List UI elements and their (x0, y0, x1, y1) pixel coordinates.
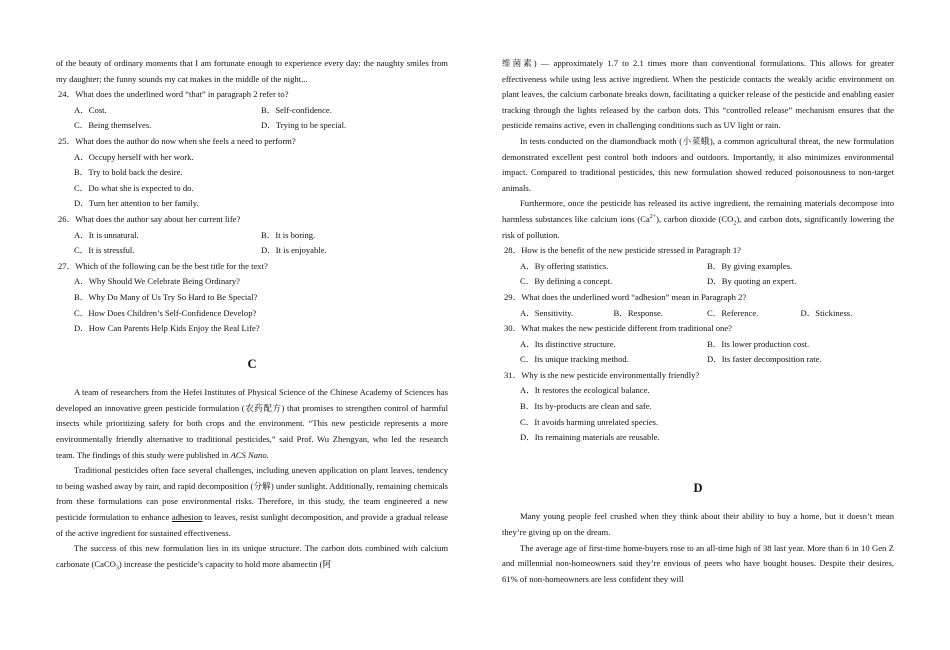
option-d[interactable]: D．Its remaining materials are reusable. (520, 432, 660, 443)
section-d-heading: D (693, 480, 703, 495)
question-stem: 26．What does the author say about her current life? (58, 213, 241, 224)
option-a[interactable]: A．Sensitivity. (520, 307, 574, 318)
option-a[interactable]: A．Why Should We Celebrate Being Ordinary? (74, 276, 240, 287)
option-b[interactable]: B．Its by-products are clean and safe. (520, 401, 652, 412)
option-b[interactable]: B．Why Do Many of Us Try So Hard to Be Special? (74, 291, 258, 302)
subscript: 3 (115, 565, 119, 572)
text: ) increase the pesticide’s capacity to hold more abamectin (阿 (118, 558, 332, 569)
options (56, 274, 448, 336)
options (502, 306, 894, 322)
question-28 (502, 243, 894, 290)
superscript: 2+ (649, 214, 657, 221)
options (502, 259, 894, 290)
question-stem: 29．What does the underlined word “adhesion” mean in Paragraph 2? (504, 291, 747, 302)
passage-d-paragraph-2: The average age of first-time home-buyers rose to an all-time high of 38 last year. More than 6 in 10 Gen Z and millennial non-homeowners said they’re envious of peers who have bought houses. Despite their desires, 61% of non-homeowners are less confident they will (502, 542, 894, 584)
option-c[interactable]: C．How Does Children’s Self-Confidence Develop? (74, 307, 257, 318)
option-d[interactable]: D．Turn her attention to her family. (74, 198, 199, 209)
question-31 (502, 368, 894, 446)
option-d[interactable]: D．How Can Parents Help Kids Enjoy the Real Life? (74, 323, 260, 334)
option-a[interactable]: A．It restores the ecological balance. (520, 385, 650, 396)
option-b[interactable]: B．Its lower production cost. (707, 338, 810, 349)
text: . (266, 449, 269, 460)
options (502, 383, 894, 445)
option-d[interactable]: D．Trying to be special. (261, 120, 347, 131)
underlined-word: adhesion (171, 512, 203, 523)
option-b[interactable]: B．Response. (613, 307, 663, 318)
text: to leaves, resist sunlight decomposition, and provide a gradual release of the active ingredient for sustained effectiveness. (56, 512, 449, 538)
option-c[interactable]: C．Do what she is expected to do. (74, 182, 194, 193)
section-c-heading: C (247, 356, 257, 371)
passage-c-paragraph-2 (56, 463, 448, 541)
option-a[interactable]: A．Occupy herself with her work. (74, 151, 194, 162)
question-25 (56, 134, 448, 212)
question-24 (56, 87, 448, 134)
question-27 (56, 259, 448, 337)
text: ), carbon dioxide (CO (656, 213, 734, 224)
journal-name: ACS Nano (230, 449, 267, 460)
options (56, 228, 448, 259)
option-b[interactable]: B．Self-confidence. (261, 104, 332, 115)
options (56, 103, 448, 134)
option-a[interactable]: A．Cost. (74, 104, 107, 115)
intro-paragraph: of the beauty of ordinary moments that I am fortunate enough to experience every day: the naughty smiles from my daughter; the funny sounds my cat makes in the middle of the night... (56, 58, 448, 84)
question-stem: 31．Why is the new pesticide environmentally friendly? (504, 369, 700, 380)
passage-c-paragraph-3 (56, 541, 448, 572)
text: The success of this new formulation lies in its unique structure. The carbon dots combined with calcium carbonate (CaCO (56, 543, 448, 569)
option-c[interactable]: C．It avoids harming unrelated species. (520, 416, 659, 427)
right-column (502, 56, 894, 587)
options (502, 337, 894, 368)
question-26 (56, 212, 448, 259)
passage-c-paragraph-3-cont: 维菌素) — approximately 1.7 to 2.1 times more than conventional formulations. This allows for greater effectiveness while using less active ingredient. When the pesticide contacts the weakly acidic environment on plant leaves, the calcium carbonate breaks down, facilitating a quicker release of the pesticide and enabling easier tracking through the lights released by the carbon dots. This “controlled release” mechanism ensures that the pesticide remains active, even in challenging conditions such as UV light or rain. (502, 58, 894, 131)
question-stem: 28．How is the benefit of the new pesticide stressed in Paragraph 1? (504, 245, 741, 256)
option-b[interactable]: B．By giving examples. (707, 260, 793, 271)
question-stem: 24．What does the underlined word “that” in paragraph 2 refer to? (58, 89, 289, 100)
option-b[interactable]: B．It is boring. (261, 229, 316, 240)
question-stem: 27．Which of the following can be the best title for the text? (58, 260, 268, 271)
passage-c-paragraph-1 (56, 385, 448, 463)
option-c[interactable]: C．It is stressful. (74, 245, 135, 256)
text: Furthermore, once the pesticide has released its active ingredient, the remaining materials decompose into harmless substances like calcium ions (Ca (502, 198, 894, 224)
option-d[interactable]: D．Stickiness. (800, 307, 853, 318)
question-30 (502, 321, 894, 368)
option-b[interactable]: B．Try to hold back the desire. (74, 167, 183, 178)
option-c[interactable]: C．Its unique tracking method. (520, 354, 629, 365)
left-column (56, 56, 448, 572)
passage-c-paragraph-4: In tests conducted on the diamondback moth (小菜蛾), a common agricultural threat, the new formulation demonstrated excellent pest control both indoors and outdoors. Importantly, it also minimizes environmental impact. Compared to traditional pesticides, this new formulation showed reduced poisonousness to non-target animals. (502, 135, 894, 193)
subscript: 2 (733, 220, 737, 227)
options (56, 150, 448, 212)
option-a[interactable]: A．It is unnatural. (74, 229, 139, 240)
option-d[interactable]: D．Its faster decomposition rate. (707, 354, 822, 365)
text: ), and carbon dots, significantly lowering the risk of pollution. (502, 213, 895, 240)
text: Traditional pesticides often face several challenges, including uneven application on plant leaves, tendency to being washed away by rain, and rapid decomposition (分解) under sunlight. Additionally, remaining chemicals from these formulations can pose environmental risks. Therefore, in this study, the team engineered a new pesticide formulation to enhance (56, 465, 448, 523)
question-stem: 25．What does the author do now when she feels a need to perform? (58, 135, 296, 146)
text: A team of researchers from the Hefei Institutes of Physical Science of the Chinese Academy of Sciences has developed an innovative green pesticide formulation (农药配方) that promises to strengthen control of harmful insects while prioritizing safety for both crops and the environment. “This new pesticide represents a more environmentally friendly alternative to traditional pesticides,” said Prof. Wu Zhengyan, who led the research team. The findings of this study were published in (56, 387, 448, 460)
option-d[interactable]: D．It is enjoyable. (261, 245, 327, 256)
option-c[interactable]: C．Being themselves. (74, 120, 152, 131)
option-c[interactable]: C．Reference. (707, 307, 759, 318)
question-stem: 30．What makes the new pesticide different from traditional one? (504, 323, 732, 334)
option-a[interactable]: A．By offering statistics. (520, 260, 609, 271)
option-a[interactable]: A．Its distinctive structure. (520, 338, 616, 349)
passage-c-paragraph-5 (502, 196, 894, 243)
option-d[interactable]: D．By quoting an expert. (707, 276, 797, 287)
passage-d-paragraph-1: Many young people feel crushed when they think about their ability to buy a home, but it doesn’t mean they’re giving up on the dream. (502, 511, 894, 538)
option-c[interactable]: C．By defining a concept. (520, 276, 613, 287)
question-29 (502, 290, 894, 321)
